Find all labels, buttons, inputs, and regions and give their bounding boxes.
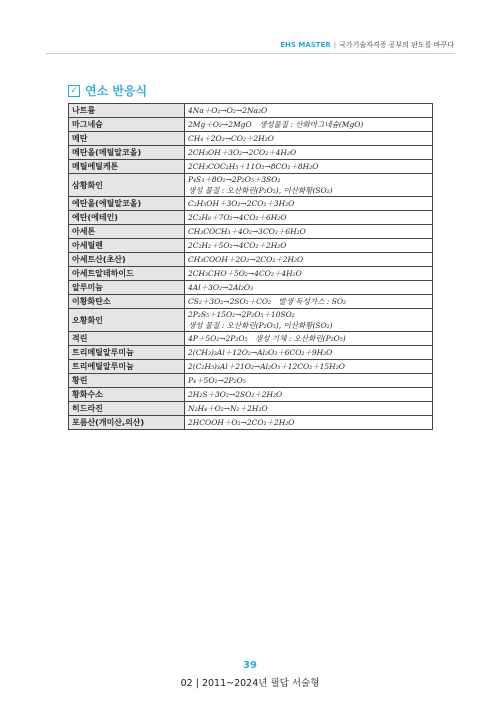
reaction-equation — [185, 118, 433, 132]
reaction-equation — [185, 416, 433, 430]
equation-line: CH₃COOH＋2O₂→2CO₂＋2H₂O — [188, 255, 304, 264]
compound-name: 에탄올(에틸알코올) — [69, 197, 185, 211]
compound-name: 에탄(에테인) — [69, 211, 185, 225]
compound-name: 아세톤 — [69, 225, 185, 239]
reaction-equation — [185, 346, 433, 360]
table-row — [69, 374, 433, 388]
table-row — [69, 211, 433, 225]
table-row — [69, 118, 433, 132]
equation-line: 2(CH₃)₃Al＋12O₂→Al₂O₃＋6CO₂＋9H₂O — [188, 348, 333, 357]
compound-name: 삼황화인 — [69, 174, 185, 197]
reaction-equation — [185, 197, 433, 211]
checkbox-icon: ✓ — [68, 85, 80, 97]
compound-name: 히드라진 — [69, 402, 185, 416]
brand-label: EHS MASTER — [280, 41, 331, 49]
book-footer: 02 | 2011~2024년 필답 서술형 — [180, 678, 320, 689]
reaction-equation — [185, 332, 433, 346]
compound-name: 나트륨 — [69, 104, 185, 118]
page-number: 39 — [243, 660, 257, 671]
table-row — [69, 104, 433, 118]
page-header — [280, 40, 454, 50]
equation-line: 4Al＋3O₂→2Al₂O₃ — [188, 283, 254, 292]
reaction-equation — [185, 132, 433, 146]
header-divider — [46, 53, 455, 54]
reaction-equation — [185, 225, 433, 239]
compound-name: 황린 — [69, 374, 185, 388]
compound-name: 적린 — [69, 332, 185, 346]
equation-line: CH₃COCH₃＋4O₂→3CO₂＋6H₂O — [188, 227, 306, 236]
equation-line: P₄＋5O₂→2P₂O₅ — [188, 376, 246, 385]
reaction-equation — [185, 295, 433, 309]
equation-line: 생성 물질 : 오산화린(P₂O₅), 이산화황(SO₂) — [188, 321, 333, 330]
table-row — [69, 225, 433, 239]
header-separator: | — [333, 41, 337, 49]
equation-line: CS₂＋3O₂→2SO₂＋CO₂ 발생 독성가스 : SO₂ — [188, 297, 346, 306]
equation-line: 2HCOOH＋O₂→2CO₂＋2H₂O — [188, 418, 295, 427]
equation-line: 4P＋5O₂→2P₂O₅ 생성 기체 : 오산화린(P₂O₅) — [188, 334, 346, 343]
compound-name: 트리에틸알루미늄 — [69, 360, 185, 374]
table-row — [69, 197, 433, 211]
table-row — [69, 346, 433, 360]
equation-line: N₂H₄＋O₂→N₂＋2H₂O — [188, 404, 268, 413]
compound-name: 오황화인 — [69, 309, 185, 332]
table-row — [69, 132, 433, 146]
equation-line: 2C₂H₂＋5O₂→4CO₂＋2H₂O — [188, 241, 287, 250]
equation-line: 2CH₃OH＋3O₂→2CO₂＋4H₂O — [188, 148, 297, 157]
equation-line: 2(C₂H₅)₃Al＋21O₂→Al₂O₃＋12CO₂＋15H₂O — [188, 362, 345, 371]
table-row — [69, 309, 433, 332]
table-row — [69, 295, 433, 309]
equation-line: P₄S₃＋8O₂→2P₂O₅＋3SO₂ — [188, 175, 281, 184]
combustion-table — [68, 103, 433, 430]
table-row — [69, 281, 433, 295]
reaction-equation — [185, 402, 433, 416]
equation-line: 2CH₃CHO＋5O₂→4CO₂＋4H₂O — [188, 269, 302, 278]
compound-name: 포름산(개미산,의산) — [69, 416, 185, 430]
table-row — [69, 239, 433, 253]
reaction-equation — [185, 374, 433, 388]
compound-name: 아세틸렌 — [69, 239, 185, 253]
reaction-equation — [185, 174, 433, 197]
reaction-equation — [185, 253, 433, 267]
table-row — [69, 388, 433, 402]
table-row — [69, 146, 433, 160]
reaction-equation — [185, 360, 433, 374]
header-tagline: 국가기술자격증 공부의 판도를 바꾸다 — [339, 41, 454, 49]
compound-name: 마그네슘 — [69, 118, 185, 132]
reaction-equation — [185, 160, 433, 174]
table-row — [69, 360, 433, 374]
compound-name: 이황화탄소 — [69, 295, 185, 309]
table-row — [69, 267, 433, 281]
reaction-equation — [185, 309, 433, 332]
equation-line: 2Mg＋O₂→2MgO 생성물질 : 산화마그네슘(MgO) — [188, 120, 364, 129]
reaction-equation — [185, 104, 433, 118]
compound-name: 알루미늄 — [69, 281, 185, 295]
section-title: 연소 반응식 — [85, 84, 148, 98]
compound-name: 황화수소 — [69, 388, 185, 402]
compound-name: 아세트알데하이드 — [69, 267, 185, 281]
reaction-equation — [185, 267, 433, 281]
table-row — [69, 160, 433, 174]
table-row — [69, 402, 433, 416]
compound-name: 메틸에틸케톤 — [69, 160, 185, 174]
compound-name: 트리메틸알루미늄 — [69, 346, 185, 360]
equation-line: 2H₂S＋3O₂→2SO₂＋2H₂O — [188, 390, 283, 399]
reaction-equation — [185, 281, 433, 295]
equation-line: 4Na＋O₂→O₂→2Na₂O — [188, 106, 268, 115]
table-row — [69, 174, 433, 197]
reaction-equation — [185, 239, 433, 253]
equation-line: 2P₂S₅＋15O₂→2P₂O₅＋10SO₂ — [188, 310, 295, 319]
reaction-equation — [185, 388, 433, 402]
compound-name: 아세트산(초산) — [69, 253, 185, 267]
compound-name: 메탄올(메틸알코올) — [69, 146, 185, 160]
equation-line: 2CH₃COC₂H₅＋11O₂→8CO₂＋8H₂O — [188, 162, 319, 171]
reaction-equation — [185, 146, 433, 160]
reaction-equation — [185, 211, 433, 225]
equation-line: 2C₂H₆＋7O₂→4CO₂＋6H₂O — [188, 213, 287, 222]
compound-name: 메탄 — [69, 132, 185, 146]
section-heading — [68, 82, 147, 99]
equation-line: CH₄＋2O₂→CO₂＋2H₂O — [188, 134, 274, 143]
table-row — [69, 416, 433, 430]
equation-line: 생성 물질 : 오산화린(P₂O₅), 이산화황(SO₂) — [188, 186, 333, 195]
equation-line: C₂H₅OH＋3O₂→2CO₂＋3H₂O — [188, 199, 295, 208]
table-row — [69, 253, 433, 267]
table-row — [69, 332, 433, 346]
